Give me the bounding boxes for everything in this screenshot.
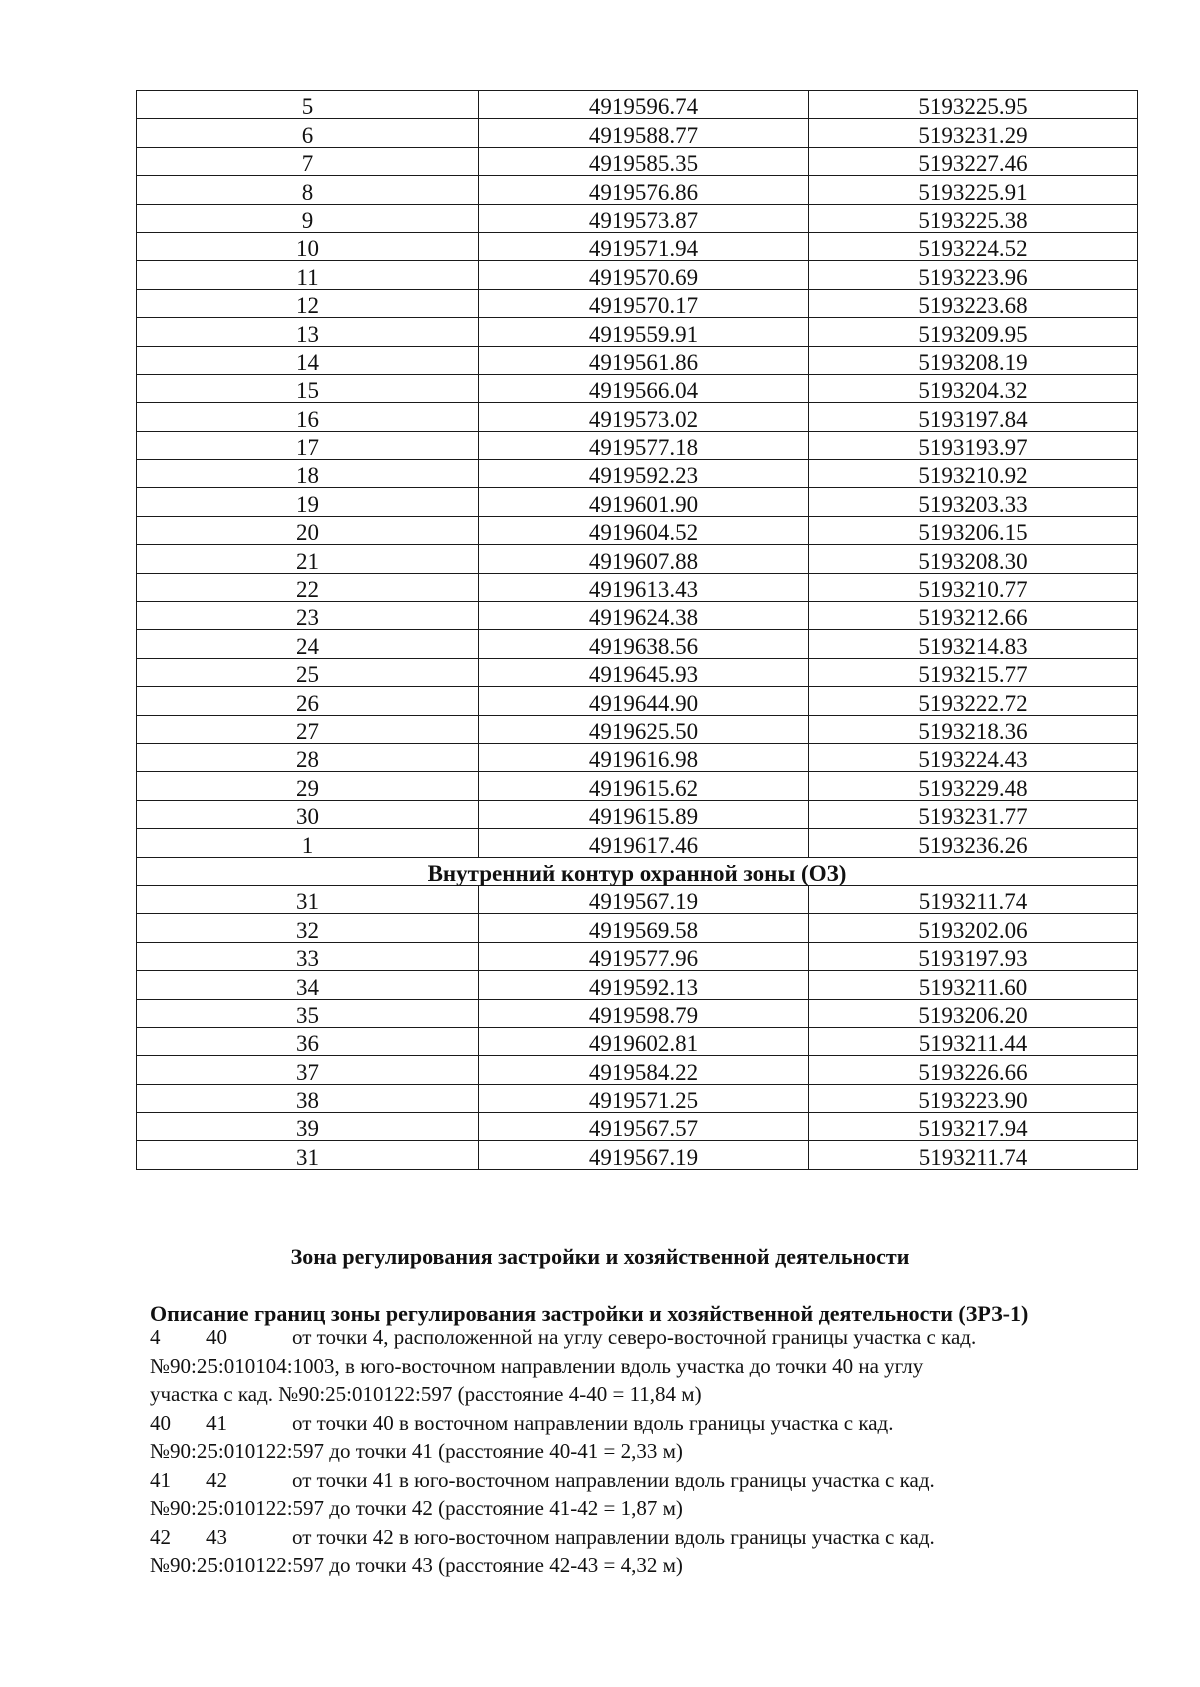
table-row <box>137 885 1138 913</box>
x-coordinate-cell: 4919601.90 <box>479 488 809 516</box>
point-number-cell: 31 <box>137 1141 479 1169</box>
table-row <box>137 1141 1138 1169</box>
x-coordinate-cell: 4919573.02 <box>479 403 809 431</box>
point-number-cell: 21 <box>137 545 479 573</box>
table-section-row <box>137 857 1138 885</box>
point-number-cell: 25 <box>137 658 479 686</box>
y-coordinate-cell: 5193211.60 <box>809 971 1138 999</box>
x-coordinate-cell: 4919566.04 <box>479 374 809 402</box>
table-row <box>137 289 1138 317</box>
table-row <box>137 232 1138 260</box>
table-row <box>137 1084 1138 1112</box>
y-coordinate-cell: 5193231.29 <box>809 119 1138 147</box>
y-coordinate-cell: 5193223.68 <box>809 289 1138 317</box>
segment-text: №90:25:010122:597 до точки 43 (расстояние 42-43 = 4,32 м) <box>150 1553 683 1577</box>
x-coordinate-cell: 4919592.23 <box>479 460 809 488</box>
y-coordinate-cell: 5193209.95 <box>809 318 1138 346</box>
y-coordinate-cell: 5193215.77 <box>809 658 1138 686</box>
x-coordinate-cell: 4919569.58 <box>479 914 809 942</box>
y-coordinate-cell: 5193211.74 <box>809 1141 1138 1169</box>
x-coordinate-cell: 4919615.89 <box>479 800 809 828</box>
point-number-cell: 35 <box>137 999 479 1027</box>
point-number-cell: 31 <box>137 885 479 913</box>
table-row <box>137 374 1138 402</box>
y-coordinate-cell: 5193206.15 <box>809 516 1138 544</box>
point-number-cell: 18 <box>137 460 479 488</box>
x-coordinate-cell: 4919577.96 <box>479 942 809 970</box>
table-row <box>137 176 1138 204</box>
y-coordinate-cell: 5193208.30 <box>809 545 1138 573</box>
y-coordinate-cell: 5193211.74 <box>809 885 1138 913</box>
segment-text: от точки 42 в юго-восточном направлении вдоль границы участка с кад. <box>292 1524 935 1549</box>
y-coordinate-cell: 5193222.72 <box>809 687 1138 715</box>
x-coordinate-cell: 4919604.52 <box>479 516 809 544</box>
point-number-cell: 36 <box>137 1027 479 1055</box>
y-coordinate-cell: 5193193.97 <box>809 431 1138 459</box>
y-coordinate-cell: 5193217.94 <box>809 1113 1138 1141</box>
table-row <box>137 687 1138 715</box>
table-row <box>137 942 1138 970</box>
point-number-cell: 16 <box>137 403 479 431</box>
x-coordinate-cell: 4919592.13 <box>479 971 809 999</box>
x-coordinate-cell: 4919613.43 <box>479 573 809 601</box>
x-coordinate-cell: 4919573.87 <box>479 204 809 232</box>
x-coordinate-cell: 4919615.62 <box>479 772 809 800</box>
y-coordinate-cell: 5193202.06 <box>809 914 1138 942</box>
y-coordinate-cell: 5193214.83 <box>809 630 1138 658</box>
x-coordinate-cell: 4919644.90 <box>479 687 809 715</box>
segment-to-point: 42 <box>206 1467 227 1492</box>
x-coordinate-cell: 4919596.74 <box>479 91 809 119</box>
point-number-cell: 9 <box>137 204 479 232</box>
table-row <box>137 318 1138 346</box>
segment-to-point: 43 <box>206 1524 227 1549</box>
y-coordinate-cell: 5193231.77 <box>809 800 1138 828</box>
y-coordinate-cell: 5193226.66 <box>809 1056 1138 1084</box>
y-coordinate-cell: 5193225.95 <box>809 91 1138 119</box>
x-coordinate-cell: 4919624.38 <box>479 602 809 630</box>
point-number-cell: 24 <box>137 630 479 658</box>
segment-text: участка с кад. №90:25:010122:597 (расстояние 4-40 = 11,84 м) <box>150 1382 702 1406</box>
table-row <box>137 971 1138 999</box>
table-row <box>137 1027 1138 1055</box>
segment-line <box>150 1323 976 1352</box>
table-row <box>137 545 1138 573</box>
point-number-cell: 7 <box>137 147 479 175</box>
y-coordinate-cell: 5193206.20 <box>809 999 1138 1027</box>
point-number-cell: 29 <box>137 772 479 800</box>
x-coordinate-cell: 4919584.22 <box>479 1056 809 1084</box>
x-coordinate-cell: 4919561.86 <box>479 346 809 374</box>
table-row <box>137 772 1138 800</box>
y-coordinate-cell: 5193212.66 <box>809 602 1138 630</box>
segment-line <box>150 1466 935 1495</box>
x-coordinate-cell: 4919559.91 <box>479 318 809 346</box>
y-coordinate-cell: 5193224.43 <box>809 743 1138 771</box>
segment-from-point: 4 <box>150 1325 161 1349</box>
table-row <box>137 346 1138 374</box>
point-number-cell: 28 <box>137 743 479 771</box>
table-row <box>137 261 1138 289</box>
description-title: Описание границ зоны регулирования застройки и хозяйственной деятельности (ЗРЗ-1) <box>150 1301 1029 1326</box>
table-row <box>137 204 1138 232</box>
x-coordinate-cell: 4919602.81 <box>479 1027 809 1055</box>
point-number-cell: 38 <box>137 1084 479 1112</box>
table-row <box>137 460 1138 488</box>
zone-title: Зона регулирования застройки и хозяйственной деятельности <box>290 1244 910 1269</box>
y-coordinate-cell: 5193210.77 <box>809 573 1138 601</box>
y-coordinate-cell: 5193211.44 <box>809 1027 1138 1055</box>
x-coordinate-cell: 4919617.46 <box>479 829 809 857</box>
table-row <box>137 488 1138 516</box>
table-row <box>137 1056 1138 1084</box>
table-row <box>137 914 1138 942</box>
point-number-cell: 39 <box>137 1113 479 1141</box>
table-row <box>137 999 1138 1027</box>
point-number-cell: 37 <box>137 1056 479 1084</box>
point-number-cell: 33 <box>137 942 479 970</box>
x-coordinate-cell: 4919570.17 <box>479 289 809 317</box>
table-row <box>137 800 1138 828</box>
table-row <box>137 715 1138 743</box>
y-coordinate-cell: 5193204.32 <box>809 374 1138 402</box>
table-row <box>137 119 1138 147</box>
point-number-cell: 6 <box>137 119 479 147</box>
x-coordinate-cell: 4919567.19 <box>479 885 809 913</box>
table-row <box>137 431 1138 459</box>
segment-text: №90:25:010122:597 до точки 41 (расстояние 40-41 = 2,33 м) <box>150 1439 683 1463</box>
y-coordinate-cell: 5193224.52 <box>809 232 1138 260</box>
y-coordinate-cell: 5193223.90 <box>809 1084 1138 1112</box>
point-number-cell: 13 <box>137 318 479 346</box>
x-coordinate-cell: 4919571.94 <box>479 232 809 260</box>
table-row <box>137 516 1138 544</box>
point-number-cell: 8 <box>137 176 479 204</box>
x-coordinate-cell: 4919638.56 <box>479 630 809 658</box>
x-coordinate-cell: 4919567.57 <box>479 1113 809 1141</box>
point-number-cell: 12 <box>137 289 479 317</box>
x-coordinate-cell: 4919570.69 <box>479 261 809 289</box>
y-coordinate-cell: 5193225.91 <box>809 176 1138 204</box>
x-coordinate-cell: 4919576.86 <box>479 176 809 204</box>
x-coordinate-cell: 4919588.77 <box>479 119 809 147</box>
section-label: Внутренний контур охранной зоны (ОЗ) <box>137 857 1138 885</box>
point-number-cell: 14 <box>137 346 479 374</box>
x-coordinate-cell: 4919567.19 <box>479 1141 809 1169</box>
x-coordinate-cell: 4919607.88 <box>479 545 809 573</box>
point-number-cell: 17 <box>137 431 479 459</box>
y-coordinate-cell: 5193223.96 <box>809 261 1138 289</box>
segment-from-point: 40 <box>150 1410 171 1435</box>
y-coordinate-cell: 5193210.92 <box>809 460 1138 488</box>
segment-line <box>150 1523 935 1552</box>
x-coordinate-cell: 4919598.79 <box>479 999 809 1027</box>
table-row <box>137 743 1138 771</box>
y-coordinate-cell: 5193203.33 <box>809 488 1138 516</box>
y-coordinate-cell: 5193218.36 <box>809 715 1138 743</box>
y-coordinate-cell: 5193208.19 <box>809 346 1138 374</box>
point-number-cell: 11 <box>137 261 479 289</box>
x-coordinate-cell: 4919616.98 <box>479 743 809 771</box>
table-row <box>137 658 1138 686</box>
point-number-cell: 10 <box>137 232 479 260</box>
point-number-cell: 20 <box>137 516 479 544</box>
segment-from-point: 42 <box>150 1524 171 1549</box>
x-coordinate-cell: 4919577.18 <box>479 431 809 459</box>
table-row <box>137 403 1138 431</box>
point-number-cell: 23 <box>137 602 479 630</box>
table-row <box>137 829 1138 857</box>
x-coordinate-cell: 4919625.50 <box>479 715 809 743</box>
segment-text: от точки 40 в восточном направлении вдоль границы участка с кад. <box>292 1410 894 1435</box>
point-number-cell: 34 <box>137 971 479 999</box>
segment-text: №90:25:010104:1003, в юго-восточном направлении вдоль участка до точки 40 на углу <box>150 1353 924 1378</box>
point-number-cell: 1 <box>137 829 479 857</box>
segment-text: от точки 4, расположенной на углу северо-восточной границы участка с кад. <box>292 1325 977 1349</box>
table-row <box>137 1113 1138 1141</box>
x-coordinate-cell: 4919585.35 <box>479 147 809 175</box>
segment-from-point: 41 <box>150 1467 171 1492</box>
point-number-cell: 30 <box>137 800 479 828</box>
coordinates-table <box>136 90 1138 1170</box>
segment-line <box>150 1409 894 1438</box>
segment-to-point: 40 <box>206 1325 227 1349</box>
segment-text: от точки 41 в юго-восточном направлении вдоль границы участка с кад. <box>292 1467 935 1492</box>
y-coordinate-cell: 5193227.46 <box>809 147 1138 175</box>
point-number-cell: 19 <box>137 488 479 516</box>
point-number-cell: 26 <box>137 687 479 715</box>
point-number-cell: 5 <box>137 91 479 119</box>
segment-text: №90:25:010122:597 до точки 42 (расстояние 41-42 = 1,87 м) <box>150 1496 683 1520</box>
y-coordinate-cell: 5193197.93 <box>809 942 1138 970</box>
point-number-cell: 22 <box>137 573 479 601</box>
segment-to-point: 41 <box>206 1410 227 1435</box>
y-coordinate-cell: 5193229.48 <box>809 772 1138 800</box>
table-row <box>137 573 1138 601</box>
table-row <box>137 602 1138 630</box>
table-row <box>137 630 1138 658</box>
x-coordinate-cell: 4919571.25 <box>479 1084 809 1112</box>
y-coordinate-cell: 5193236.26 <box>809 829 1138 857</box>
y-coordinate-cell: 5193197.84 <box>809 403 1138 431</box>
coordinates-table-body <box>137 91 1138 1170</box>
point-number-cell: 27 <box>137 715 479 743</box>
point-number-cell: 15 <box>137 374 479 402</box>
point-number-cell: 32 <box>137 914 479 942</box>
table-row <box>137 147 1138 175</box>
y-coordinate-cell: 5193225.38 <box>809 204 1138 232</box>
x-coordinate-cell: 4919645.93 <box>479 658 809 686</box>
table-row <box>137 91 1138 119</box>
